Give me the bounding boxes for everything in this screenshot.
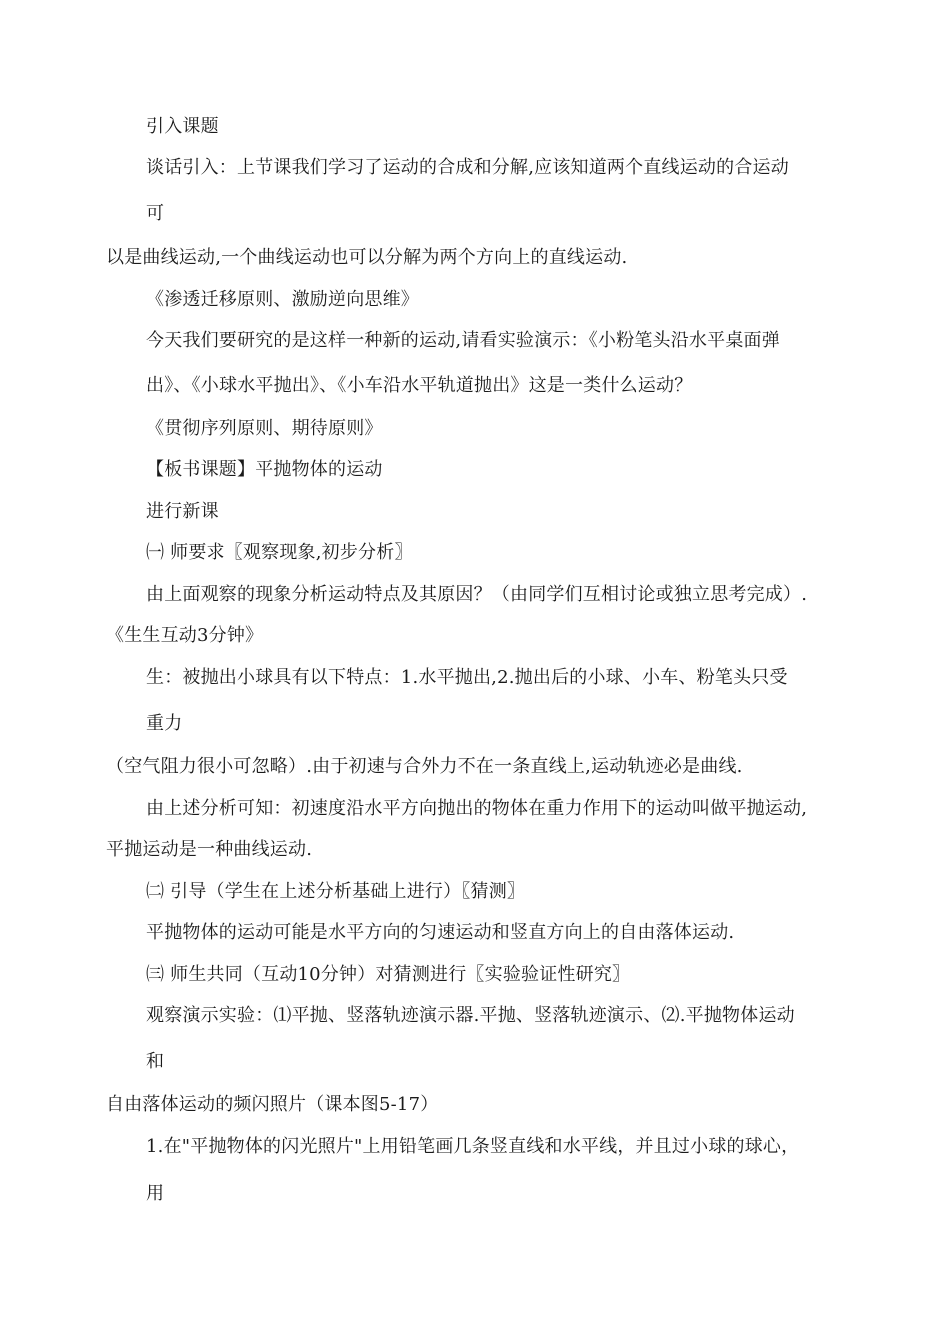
board-title: 【板书课题】平抛物体的运动 — [146, 459, 383, 480]
paragraph-line: 谈话引入：上节课我们学习了运动的合成和分解,应该知道两个直线运动的合运动 — [146, 157, 789, 178]
principle-note: 《渗透迁移原则、激励逆向思维》 — [146, 289, 419, 310]
paragraph-line: 1.在"平抛物体的闪光照片"上用铅笔画几条竖直线和水平线，并且过小球的球心， — [146, 1136, 800, 1157]
step-heading: ㈠ 师要求〖观察现象,初步分析〗 — [146, 542, 413, 563]
paragraph-line: 用 — [146, 1183, 165, 1204]
paragraph-line: 观察演示实验：⑴平抛、竖落轨迹演示器.平抛、竖落轨迹演示、⑵.平抛物体运动 — [146, 1005, 795, 1026]
section-heading: 进行新课 — [146, 501, 219, 522]
paragraph-line: 和 — [146, 1051, 165, 1072]
paragraph-line: 由上述分析可知：初速度沿水平方向抛出的物体在重力作用下的运动叫做平抛运动, — [146, 798, 808, 819]
interaction-note: 《生生互动3分钟》 — [106, 625, 264, 646]
paragraph-line: 平抛运动是一种曲线运动. — [106, 839, 313, 860]
paragraph-line: （空气阻力很小可忽略）.由于初速与合外力不在一条直线上,运动轨迹必是曲线. — [106, 756, 743, 777]
principle-note: 《贯彻序列原则、期待原则》 — [146, 418, 383, 439]
paragraph-line: 由上面观察的现象分析运动特点及其原因？（由同学们互相讨论或独立思考完成）. — [146, 584, 808, 605]
paragraph-line: 出》、《小球水平抛出》、《小车沿水平轨道抛出》这是一类什么运动？ — [146, 375, 693, 396]
step-heading: ㈡ 引导（学生在上述分析基础上进行）〖猜测〗 — [146, 881, 526, 902]
paragraph-line: 自由落体运动的频闪照片（课本图5-17） — [106, 1094, 439, 1115]
paragraph-line: 以是曲线运动,一个曲线运动也可以分解为两个方向上的直线运动. — [106, 247, 628, 268]
paragraph-line: 平抛物体的运动可能是水平方向的匀速运动和竖直方向上的自由落体运动. — [146, 922, 735, 943]
paragraph-line: 今天我们要研究的是这样一种新的运动,请看实验演示：《小粉笔头沿水平桌面弹 — [146, 330, 780, 351]
paragraph-line: 重力 — [146, 713, 183, 734]
heading-intro: 引入课题 — [146, 116, 219, 137]
step-heading: ㈢ 师生共同（互动10分钟）对猜测进行〖实验验证性研究〗 — [146, 964, 631, 985]
paragraph-line: 可 — [146, 203, 165, 224]
paragraph-line: 生：被抛出小球具有以下特点：1.水平抛出,2.抛出后的小球、小车、粉笔头只受 — [146, 667, 788, 688]
